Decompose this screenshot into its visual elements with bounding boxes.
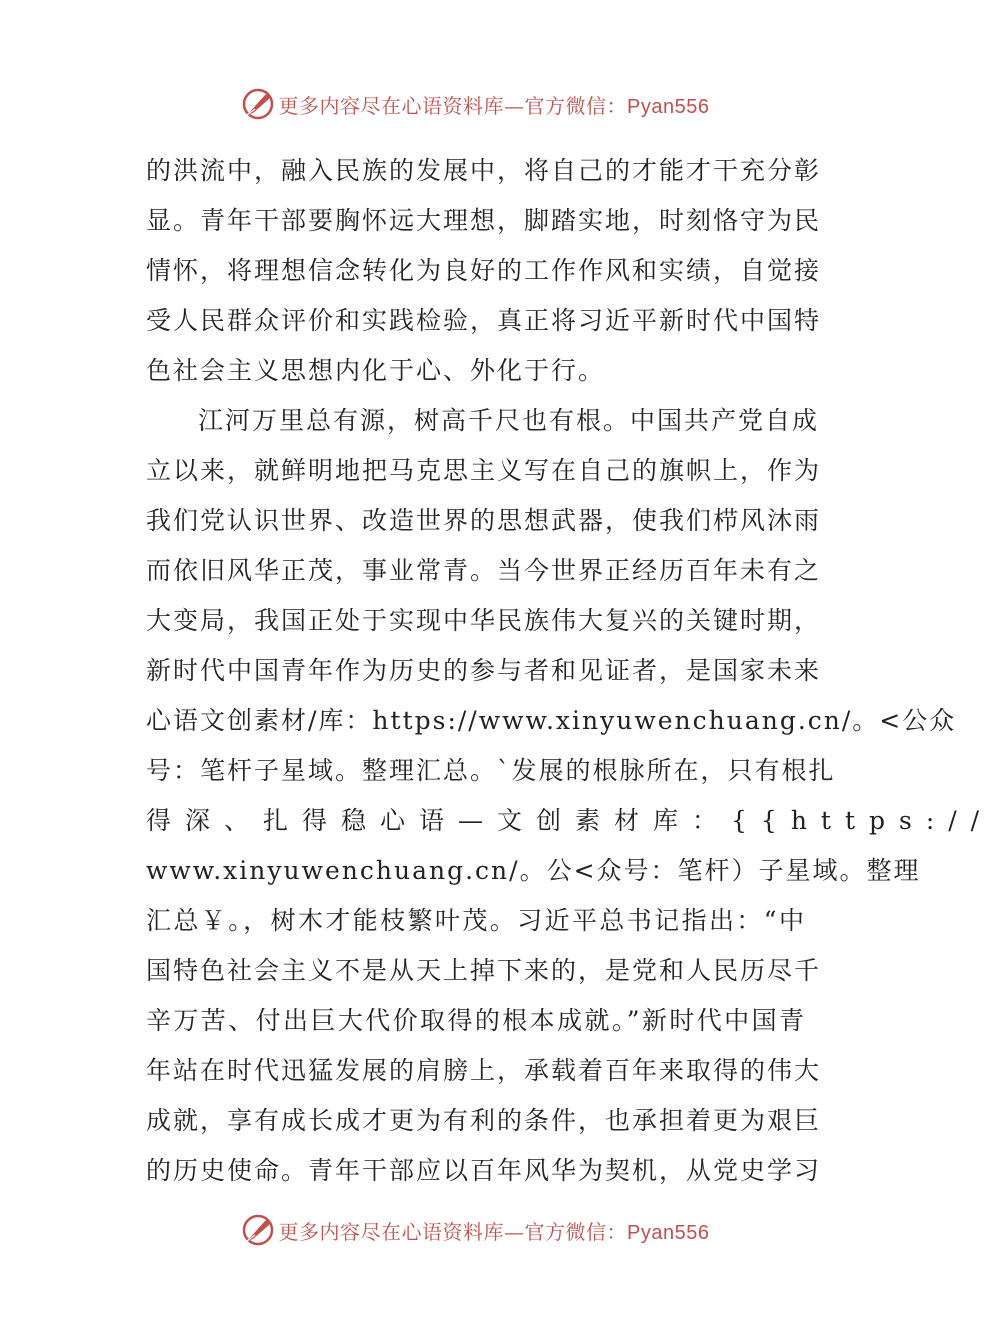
body-line: 的历史使命。青年干部应以百年风华为契机，从党史学习: [146, 1156, 822, 1185]
body-line: 国特色社会主义不是从天上掉下来的，是党和人民历尽千: [146, 956, 822, 985]
body-line: 显。青年干部要胸怀远大理想，脚踏实地，时刻恪守为民: [146, 206, 822, 235]
quill-pen-logo-icon: [241, 1213, 275, 1247]
body-line: 我们党认识世界、改造世界的思想武器，使我们栉风沐雨: [146, 506, 822, 535]
body-line: 大变局，我国正处于实现中华民族伟大复兴的关键时期，: [146, 606, 822, 635]
body-line: 的洪流中，融入民族的发展中，将自己的才能才干充分彰: [146, 156, 822, 185]
footer-banner: [0, 1210, 950, 1250]
body-line: 年站在时代迅猛发展的肩膀上，承载着百年来取得的伟大: [146, 1056, 822, 1085]
body-line: 成就，享有成长成才更为有利的条件，也承担着更为艰巨: [146, 1106, 822, 1135]
body-line: 得深、扎得稳心语—文创素材库：{{https://: [146, 806, 993, 835]
header-banner: [0, 84, 950, 124]
body-line: 受人民群众评价和实践检验，真正将习近平新时代中国特: [146, 306, 822, 335]
footer-label: 更多内容尽在心语资料库—官方微信：: [278, 1219, 628, 1244]
body-line: 而依旧风华正茂，事业常青。当今世界正经历百年未有之: [146, 556, 822, 585]
footer-handle: Pyan556: [627, 1221, 710, 1244]
header-label: 更多内容尽在心语资料库—官方微信：: [278, 93, 628, 118]
body-line: 辛万苦、付出巨大代价取得的根本成就。”新时代中国青: [146, 1006, 806, 1035]
body-line: 情怀，将理想信念转化为良好的工作作风和实绩，自觉接: [146, 256, 822, 285]
quill-pen-logo-icon: [241, 87, 275, 121]
body-line: www.xinyuwenchuang.cn/。公<众号：笔杆）子星域。整理: [146, 856, 921, 885]
body-line: 新时代中国青年作为历史的参与者和见证者，是国家未来: [146, 656, 822, 685]
document-body: [146, 146, 993, 1196]
body-line: 汇总￥。，树木才能枝繁叶茂。习近平总书记指出：“中: [146, 906, 806, 935]
body-line: 色社会主义思想内化于心、外化于行。: [146, 356, 606, 385]
footer-text: [279, 1216, 710, 1245]
body-line: 号：笔杆子星域。整理汇总。`发展的根脉所在，只有根扎: [146, 756, 836, 785]
body-line: 立以来，就鲜明地把马克思主义写在自己的旗帜上，作为: [146, 456, 822, 485]
header-handle: Pyan556: [627, 95, 710, 118]
body-line: 江河万里总有源，树高千尺也有根。中国共产党自成: [198, 406, 820, 435]
header-text: [279, 90, 710, 119]
body-line: 心语文创素材/库：https://www.xinyuwenchuang.cn/。<公众: [146, 706, 957, 735]
